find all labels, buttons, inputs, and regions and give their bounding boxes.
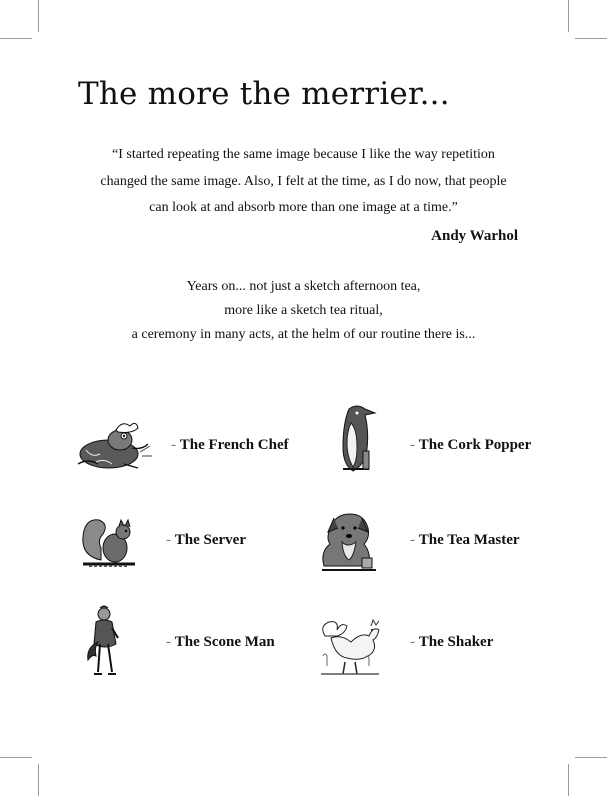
page-title: The more the merrier... <box>78 76 450 112</box>
role-label <box>410 532 520 549</box>
squirrel-icon <box>79 514 139 572</box>
rooster-man-icon <box>82 604 124 680</box>
role-label <box>166 532 246 549</box>
crop-mark <box>568 764 569 796</box>
crop-mark <box>38 0 39 32</box>
frog-chef-icon <box>74 418 156 476</box>
quote-line: changed the same image. Also, I felt at the time, as I do now, that people <box>100 174 507 189</box>
role-name: The French Chef <box>179 437 289 453</box>
role-name: The Scone Man <box>174 634 275 650</box>
intro-line: more like a sketch tea ritual, <box>224 303 383 318</box>
role-name: The Cork Popper <box>418 437 532 453</box>
role-dash: - <box>410 634 419 650</box>
crop-mark <box>575 757 607 758</box>
crop-mark <box>38 764 39 796</box>
role-label <box>410 437 531 454</box>
role-name: The Shaker <box>418 634 494 650</box>
role-label <box>410 634 493 651</box>
crop-mark <box>575 38 607 39</box>
role-name: The Server <box>174 532 246 548</box>
penguin-icon <box>335 403 379 475</box>
role-label <box>166 634 275 651</box>
quote-line: “I started repeating the same image because I like the way repetition <box>112 147 495 162</box>
role-dash: - <box>171 437 180 453</box>
quote-line: can look at and absorb more than one image at a time.” <box>149 200 458 215</box>
intro-line: Years on... not just a sketch afternoon tea, <box>186 279 421 294</box>
role-dash: - <box>410 532 419 548</box>
role-label <box>171 437 289 454</box>
quote-author: Andy Warhol <box>431 228 518 244</box>
role-dash: - <box>410 437 419 453</box>
dog-icon <box>316 508 380 574</box>
role-name: The Tea Master <box>418 532 520 548</box>
intro-line: a ceremony in many acts, at the helm of our routine there is... <box>131 327 476 342</box>
role-dash: - <box>166 532 175 548</box>
rooster-icon <box>317 616 383 678</box>
crop-mark <box>568 0 569 32</box>
crop-mark <box>0 38 32 39</box>
crop-mark <box>0 757 32 758</box>
role-dash: - <box>166 634 175 650</box>
